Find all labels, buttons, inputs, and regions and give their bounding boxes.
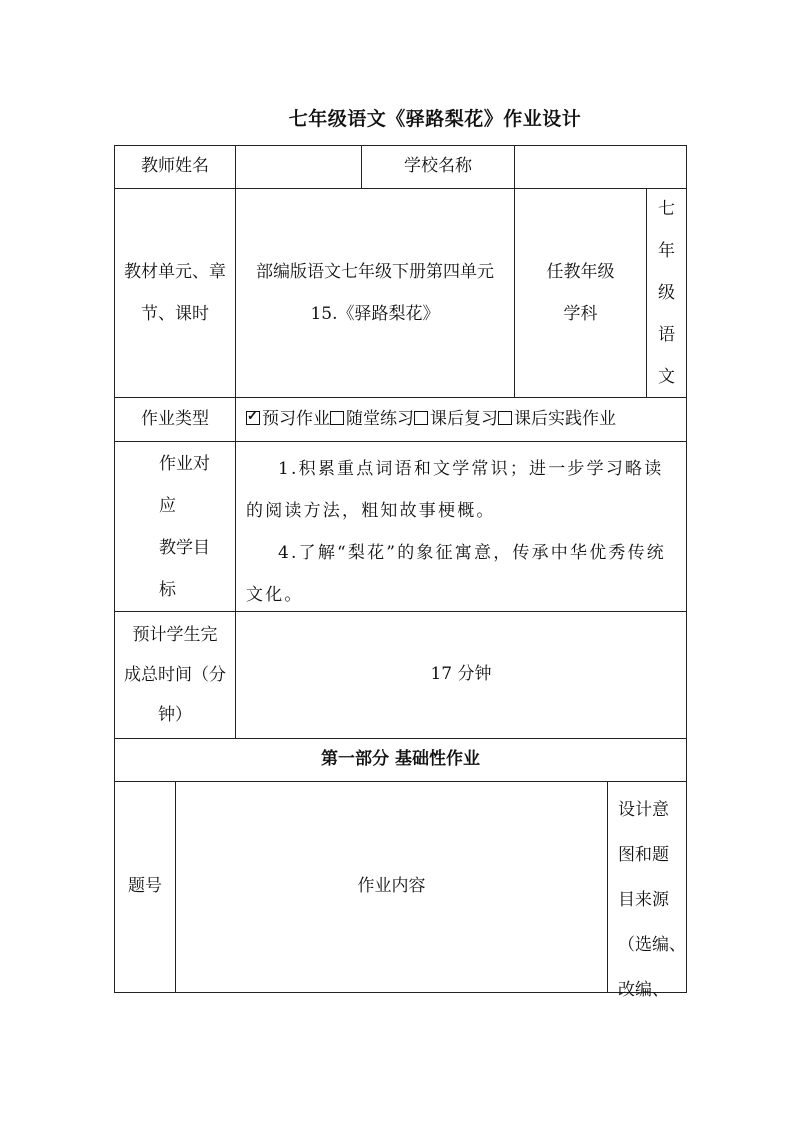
section-title: 第一部分 基础性作业 bbox=[321, 749, 480, 770]
grade-char: 文 bbox=[658, 367, 675, 387]
goal-item-1: 1.积累重点词语和文学常识；进一步学习略读的阅读方法，粗知故事梗概。 bbox=[246, 459, 664, 521]
grade-char: 级 bbox=[658, 283, 675, 303]
design-line: （选编、 bbox=[618, 935, 686, 955]
option-inclass[interactable] bbox=[330, 406, 414, 433]
goals-content bbox=[235, 441, 687, 612]
column-number-header bbox=[114, 781, 176, 993]
column-number-text: 题号 bbox=[128, 876, 162, 897]
school-name-value[interactable] bbox=[514, 145, 687, 189]
goals-label-line: 标 bbox=[159, 579, 176, 600]
option-label: 课后复习 bbox=[430, 408, 498, 429]
column-content-text: 作业内容 bbox=[357, 876, 426, 897]
grade-subject-label-line2: 学科 bbox=[563, 304, 598, 324]
option-label: 预习作业 bbox=[262, 408, 330, 429]
checked-box-icon[interactable] bbox=[246, 411, 260, 425]
time-label-line2: 成总时间（分 bbox=[124, 665, 226, 685]
unit-label bbox=[114, 188, 236, 398]
design-line: 目来源 bbox=[618, 890, 669, 910]
school-name-label bbox=[361, 145, 515, 189]
goal-item-2: 4.了解“梨花”的象征寓意，传承中华优秀传统文化。 bbox=[246, 543, 667, 605]
unchecked-box-icon[interactable] bbox=[498, 411, 512, 425]
goals-label-line: 教学目 bbox=[159, 537, 210, 558]
document-title: 七年级语文《驿路梨花》作业设计 bbox=[288, 108, 582, 130]
section-header bbox=[114, 738, 687, 782]
unchecked-box-icon[interactable] bbox=[414, 411, 428, 425]
design-line: 图和题 bbox=[618, 845, 669, 865]
grade-subject-label bbox=[514, 188, 647, 398]
option-review[interactable] bbox=[414, 406, 498, 433]
goals-label-line: 应 bbox=[159, 495, 176, 516]
time-value-text: 17 分钟 bbox=[430, 664, 492, 685]
grade-subject-value bbox=[646, 188, 687, 398]
goals-label-line: 作业对 bbox=[159, 453, 210, 474]
column-design-header bbox=[607, 781, 687, 1000]
option-practice[interactable] bbox=[498, 406, 616, 433]
design-line: 改编、 bbox=[618, 980, 669, 1000]
teacher-name-label-text: 教师姓名 bbox=[141, 156, 209, 177]
option-preview[interactable] bbox=[246, 406, 330, 433]
homework-type-label-text: 作业类型 bbox=[141, 408, 209, 429]
unit-value-line1: 部编版语文七年级下册第四单元 bbox=[256, 262, 494, 282]
teacher-name-value[interactable] bbox=[235, 145, 362, 189]
time-label-line3: 钟） bbox=[158, 705, 192, 725]
homework-type-label bbox=[114, 397, 236, 442]
grade-char: 年 bbox=[658, 241, 675, 261]
time-value bbox=[235, 611, 687, 739]
unit-value bbox=[235, 188, 515, 398]
option-label: 课后实践作业 bbox=[514, 408, 616, 429]
time-label bbox=[114, 611, 236, 739]
grade-char: 七 bbox=[658, 199, 675, 219]
design-line: 设计意 bbox=[618, 800, 669, 820]
unit-label-line1: 教材单元、章 bbox=[124, 262, 226, 282]
time-label-line1: 预计学生完 bbox=[132, 625, 218, 645]
unit-label-line2: 节、课时 bbox=[141, 304, 209, 324]
grade-subject-label-line1: 任教年级 bbox=[546, 262, 615, 282]
option-label: 随堂练习 bbox=[346, 408, 414, 429]
unit-value-line2: 15.《驿路梨花》 bbox=[310, 304, 440, 324]
column-content-header bbox=[175, 781, 608, 993]
teacher-name-label bbox=[114, 145, 236, 189]
grade-char: 语 bbox=[658, 325, 675, 345]
school-name-label-text: 学校名称 bbox=[404, 156, 472, 177]
goals-label bbox=[114, 441, 236, 612]
unchecked-box-icon[interactable] bbox=[330, 411, 344, 425]
homework-type-options bbox=[235, 397, 687, 442]
